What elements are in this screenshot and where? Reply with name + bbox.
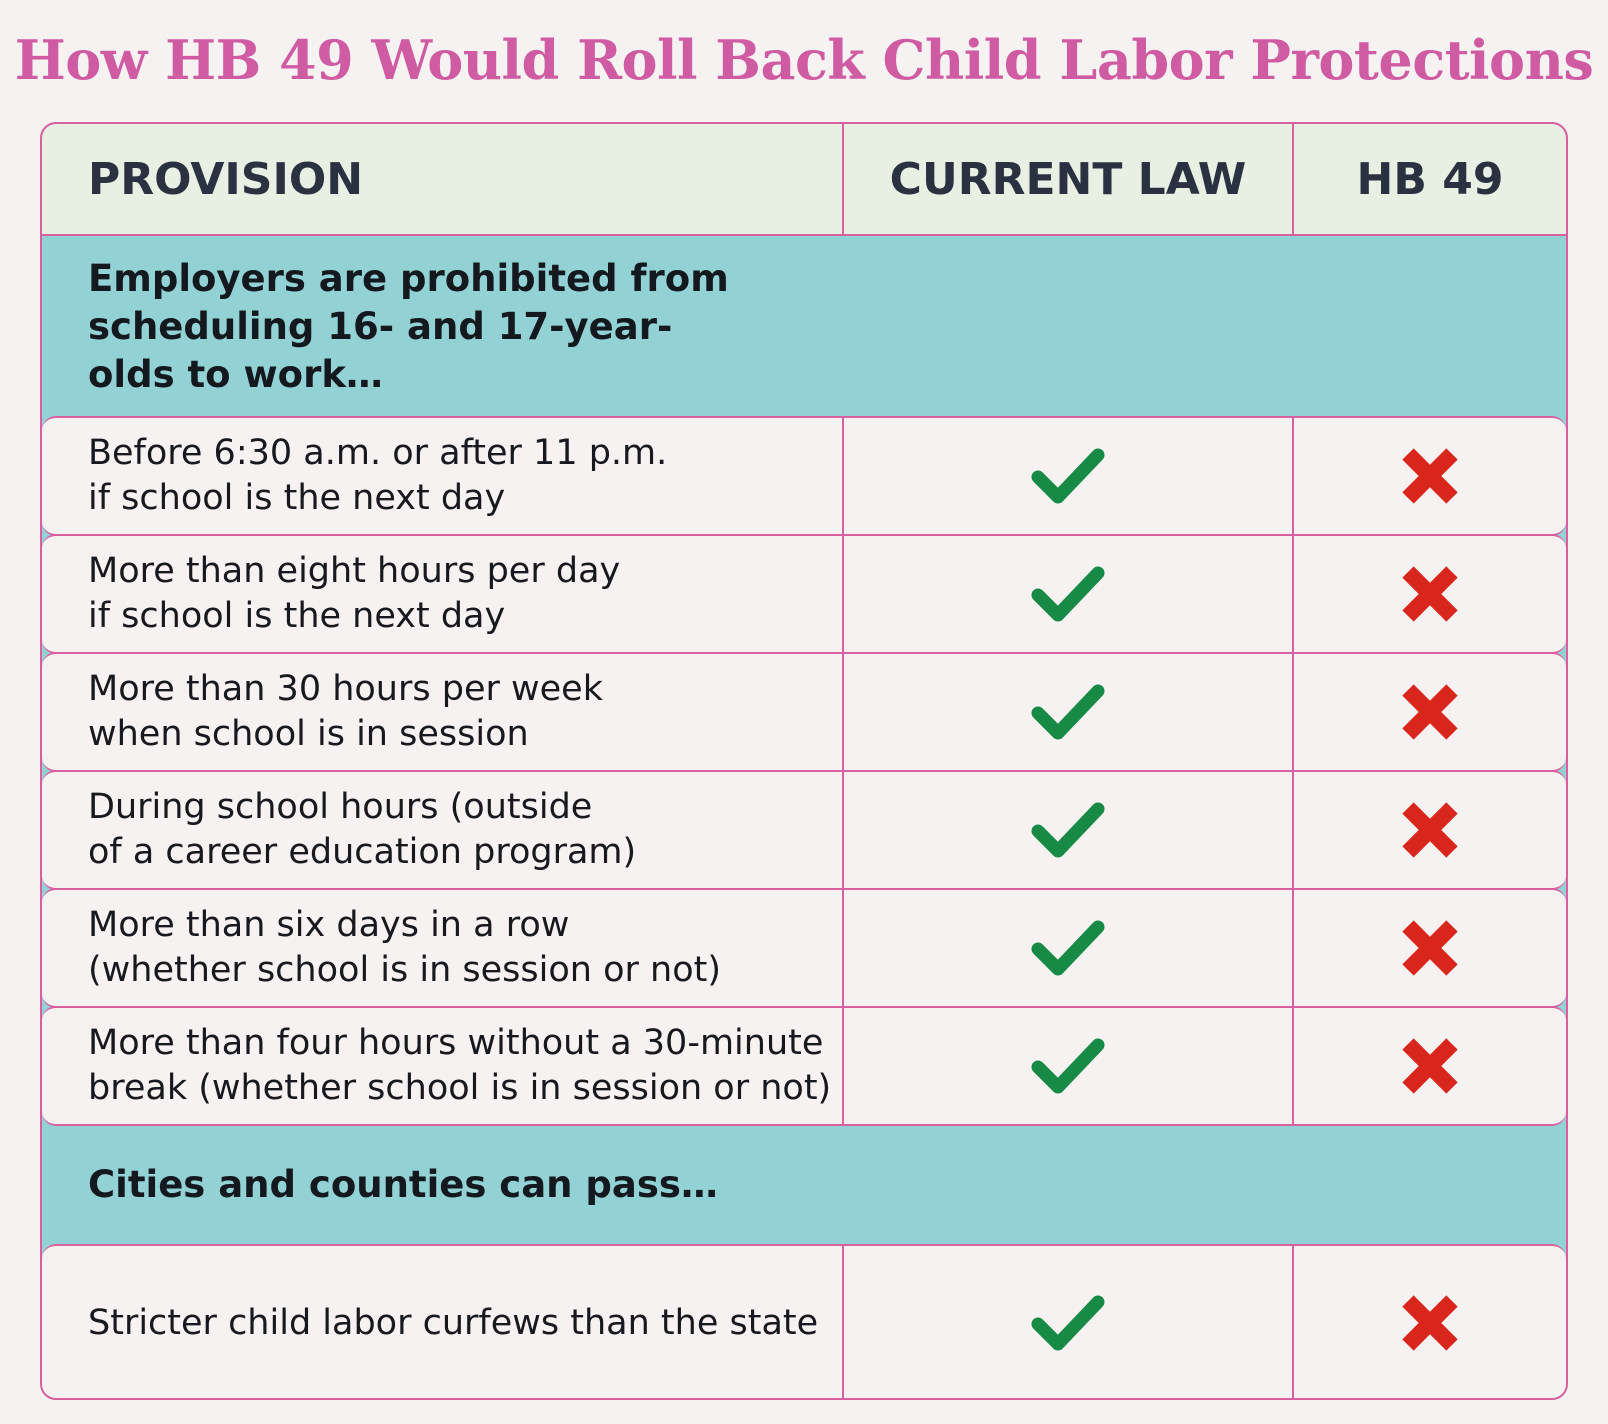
- header-provision-cell: [42, 124, 842, 234]
- provision-text: More than 30 hours per week when school is in session: [88, 669, 603, 754]
- check-icon: [842, 418, 1292, 534]
- check-icon: [842, 536, 1292, 652]
- header-provision: PROVISION: [88, 153, 364, 205]
- x-icon: [1292, 1246, 1566, 1400]
- check-icon: [842, 1008, 1292, 1124]
- section-heading-row: [42, 238, 1566, 416]
- table-row: [42, 1006, 1566, 1126]
- check-icon: [842, 1246, 1292, 1400]
- section-heading: Employers are prohibited from scheduling 16- and 17-year- olds to work…: [88, 257, 729, 396]
- x-icon: [1292, 418, 1566, 534]
- comparison-table: [40, 122, 1568, 1400]
- header-current-law-cell: [842, 124, 1292, 234]
- table-row: [42, 416, 1566, 536]
- table-row: [42, 652, 1566, 772]
- provision-text: More than six days in a row (whether school is in session or not): [88, 905, 721, 990]
- provision-text: During school hours (outside of a career education program): [88, 787, 637, 872]
- table-row: [42, 770, 1566, 890]
- provision-text: Before 6:30 a.m. or after 11 p.m. if school is the next day: [88, 433, 668, 518]
- table-row: [42, 1244, 1566, 1400]
- table-row: [42, 534, 1566, 654]
- check-icon: [842, 772, 1292, 888]
- section-heading-row: [42, 1126, 1566, 1244]
- table-row: [42, 888, 1566, 1008]
- x-icon: [1292, 536, 1566, 652]
- x-icon: [1292, 890, 1566, 1006]
- header-hb49-cell: [1292, 124, 1566, 234]
- check-icon: [842, 654, 1292, 770]
- page-title: How HB 49 Would Roll Back Child Labor Protections: [14, 28, 1594, 92]
- x-icon: [1292, 1008, 1566, 1124]
- section-heading: Cities and counties can pass…: [88, 1163, 718, 1206]
- x-icon: [1292, 654, 1566, 770]
- check-icon: [842, 890, 1292, 1006]
- provision-text: More than four hours without a 30-minute break (whether school is in session or not): [88, 1023, 832, 1108]
- header-current-law: CURRENT LAW: [889, 153, 1247, 205]
- header-hb49: HB 49: [1356, 153, 1504, 205]
- provision-text: Stricter child labor curfews than the state: [88, 1302, 819, 1343]
- provision-text: More than eight hours per day if school is the next day: [88, 551, 621, 636]
- x-icon: [1292, 772, 1566, 888]
- table-header: [42, 124, 1566, 236]
